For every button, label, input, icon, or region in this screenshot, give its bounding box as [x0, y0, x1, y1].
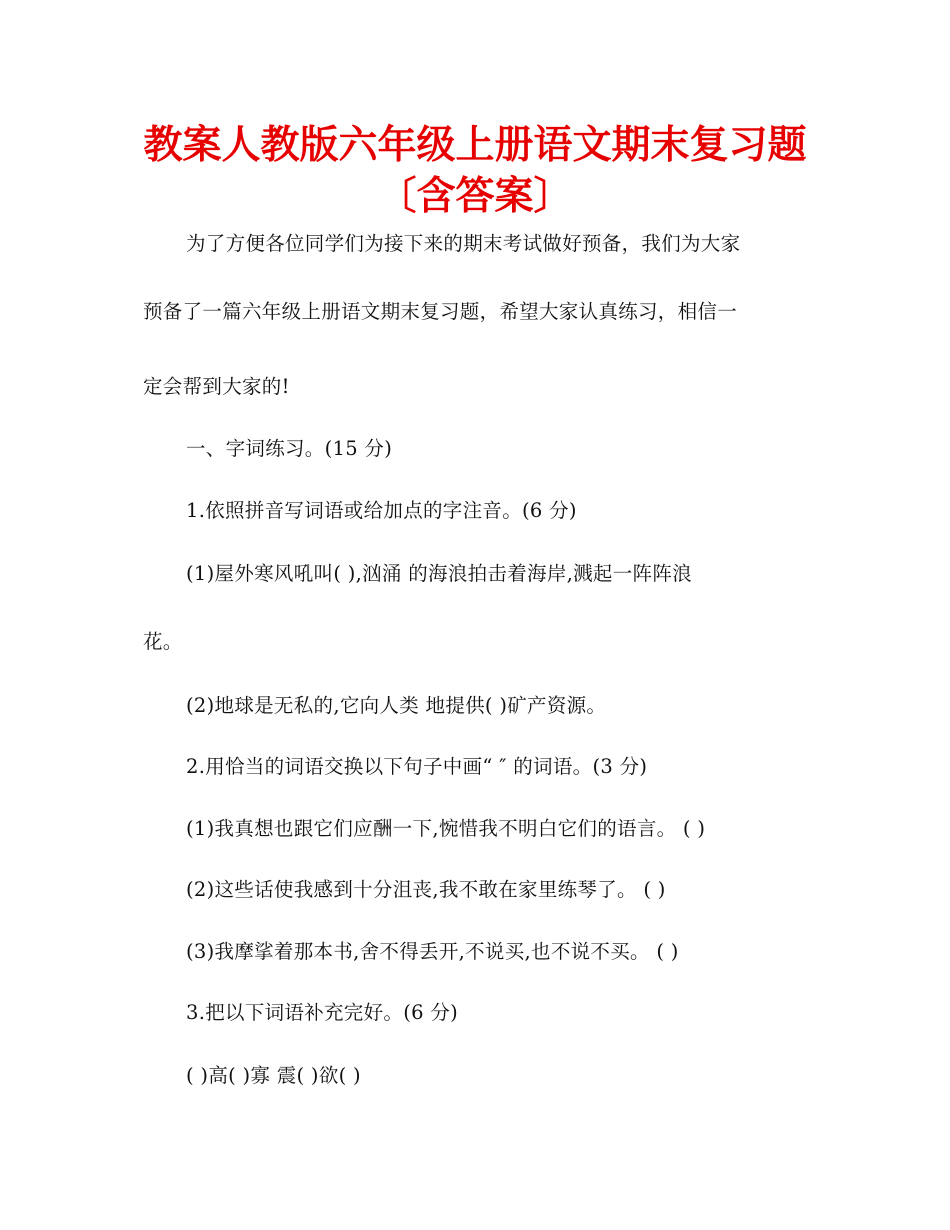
question-2-item-2: (2)这些话使我感到十分沮丧,我不敢在家里练琴了。 ( ): [186, 878, 666, 901]
document-title-line-2: 〔含答案〕: [377, 174, 573, 219]
intro-paragraph-line-3: 定会帮到大家的!: [143, 375, 290, 398]
question-1-item-1-line-2: 花。: [143, 630, 183, 653]
question-2: 2.用恰当的词语交换以下句子中画“ ″ 的词语。(3 分): [186, 755, 648, 778]
intro-paragraph-line-1: 为了方便各位同学们为接下来的期末考试做好预备，我们为大家: [186, 232, 741, 255]
document-title-line-1: 教案人教版六年级上册语文期末复习题: [143, 123, 807, 168]
intro-paragraph-line-2: 预备了一篇六年级上册语文期末复习题，希望大家认真练习，相信一: [143, 300, 738, 323]
question-1-item-1-line-1: (1)屋外寒风吼叫( ),汹涌 的海浪拍击着海岸,溅起一阵阵浪: [186, 562, 692, 585]
question-2-item-1: (1)我真想也跟它们应酬一下,惋惜我不明白它们的语言。 ( ): [186, 817, 706, 840]
question-2-item-3: (3)我摩挲着那本书,舍不得丢开,不说买,也不说不买。 ( ): [186, 940, 679, 963]
question-3-items: ( )高( )寡 震( )欲( ): [186, 1064, 361, 1087]
section-heading-1: 一、字词练习。(15 分): [186, 437, 393, 460]
question-1-item-2: (2)地球是无私的,它向人类 地提供( )矿产资源。: [186, 694, 607, 717]
question-3: 3.把以下词语补充完好。(6 分): [186, 1001, 459, 1024]
question-1: 1.依照拼音写词语或给加点的字注音。(6 分): [186, 499, 577, 522]
